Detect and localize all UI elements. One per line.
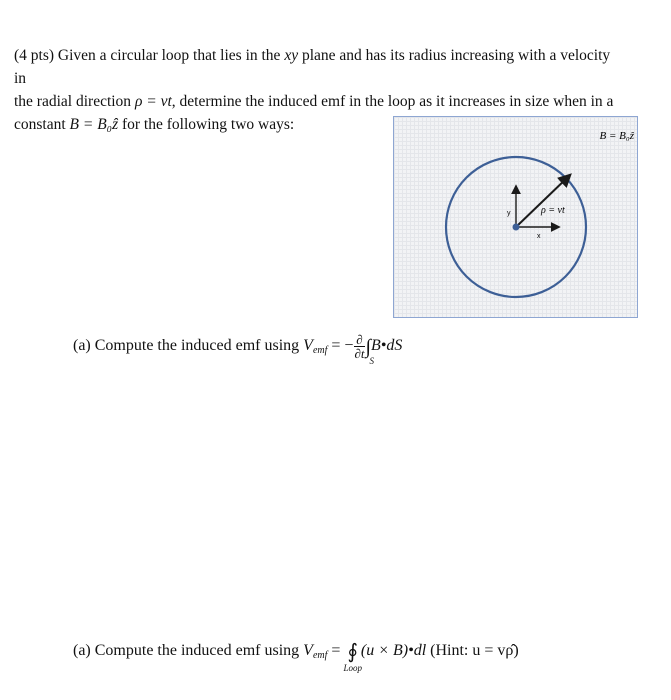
part-a1-lhs: V bbox=[303, 337, 313, 355]
part-a2-integrand: (u × B)•dl bbox=[360, 642, 427, 659]
part-a1-label: (a) Compute the induced emf using bbox=[73, 337, 304, 355]
contour-integral-sign: ∮ bbox=[347, 641, 358, 663]
part-a2-lhs: V bbox=[303, 642, 313, 659]
surface-integral bbox=[365, 336, 374, 367]
b-field-equation: B = B₀ẑ bbox=[69, 116, 119, 133]
partial-denominator: ∂t bbox=[354, 346, 365, 361]
loop-figure bbox=[393, 116, 638, 318]
part-a2-subscript: emf bbox=[312, 650, 328, 661]
problem-line3: constant bbox=[14, 116, 70, 133]
origin-dot bbox=[513, 224, 520, 231]
part-a1-equals: = − bbox=[327, 337, 354, 355]
loop-diagram bbox=[394, 117, 639, 319]
problem-line2: the radial direction bbox=[14, 93, 135, 110]
x-axis-label: x bbox=[537, 233, 541, 240]
rho-label: ρ = vt bbox=[541, 205, 565, 216]
part-a2-hint: (Hint: u = vρ̂) bbox=[426, 642, 519, 659]
part-a-motional-method bbox=[73, 639, 519, 673]
problem-line1: (4 pts) Given a circular loop that lies in the bbox=[14, 47, 285, 64]
partial-derivative bbox=[354, 333, 364, 360]
contour-limit: Loop bbox=[343, 663, 362, 673]
problem-line1-rest: plane and has its radius increasing with a velocity in bbox=[14, 47, 611, 87]
part-a-flux-method bbox=[73, 332, 403, 367]
contour-integral bbox=[343, 639, 362, 673]
part-a1-integrand: B•dS bbox=[370, 337, 403, 355]
plane-variable: xy bbox=[284, 47, 299, 64]
field-label: B = B₀ẑ bbox=[599, 130, 634, 142]
part-a2-equals: = bbox=[327, 642, 345, 659]
y-axis-label: y bbox=[507, 210, 511, 217]
integral-sign: ∫ bbox=[365, 336, 371, 359]
part-a2-label: (a) Compute the induced emf using bbox=[73, 642, 304, 659]
part-a1-subscript: emf bbox=[312, 345, 328, 357]
radius-arrow bbox=[516, 176, 569, 227]
problem-line3-rest: for the following two ways: bbox=[118, 116, 295, 133]
rho-equation: ρ = vt bbox=[134, 93, 172, 110]
integral-limit: S bbox=[369, 356, 374, 367]
partial-numerator: ∂ bbox=[356, 332, 363, 347]
problem-line2-rest: , determine the induced emf in the loop as it increases in size when in a bbox=[171, 93, 614, 110]
